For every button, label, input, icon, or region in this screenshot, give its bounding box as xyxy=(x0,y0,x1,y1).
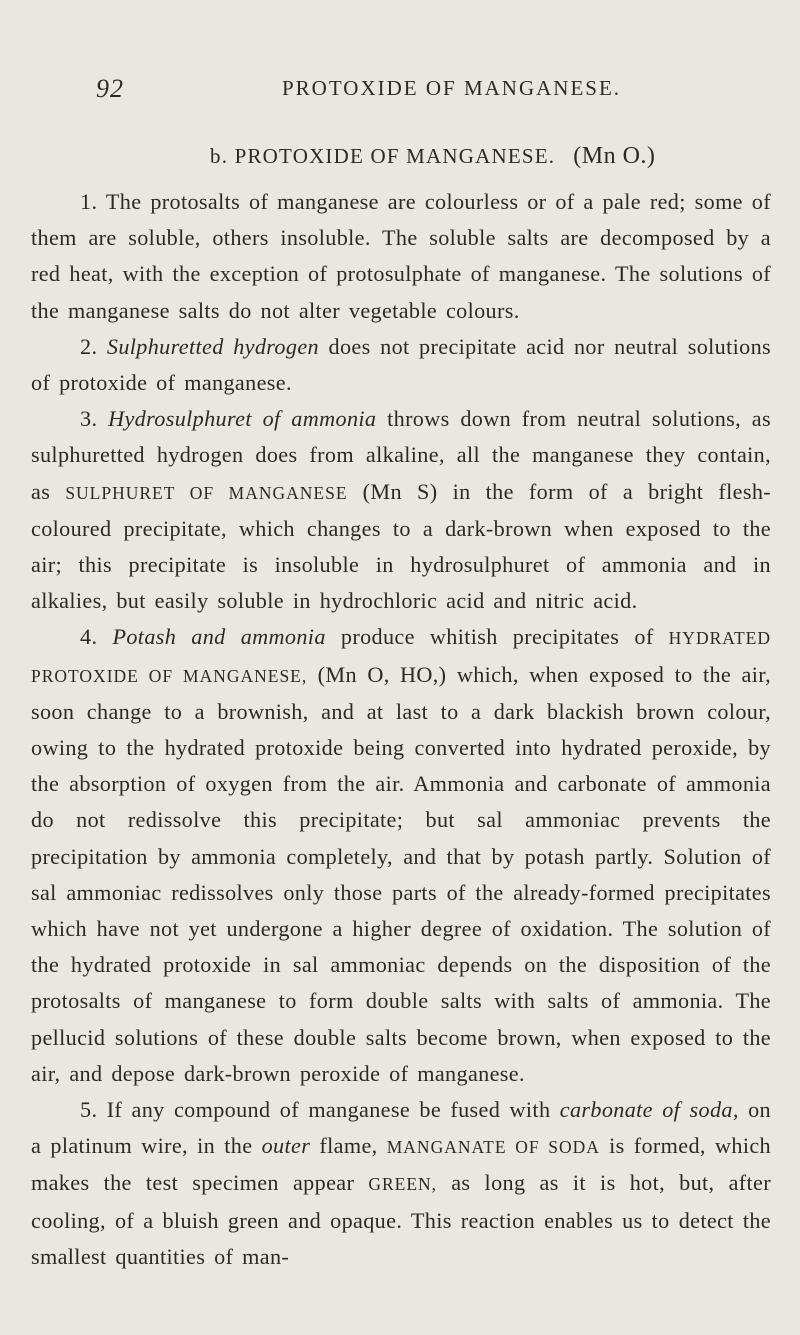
page-number: 92 xyxy=(96,74,124,103)
paragraph-5-green: GREEN, xyxy=(368,1174,438,1195)
paragraph-2 xyxy=(31,329,771,401)
section-heading xyxy=(210,143,655,170)
paragraph-4-product: HYDRATED PROTOXIDE OF MANGANESE, xyxy=(31,628,771,686)
paragraph-2-text: does not precipitate acid nor neutral solutions of protoxide of manganese. xyxy=(31,333,771,396)
paragraph-5-text-5: as long as it is hot, but, after cooling, of a bluish green and opaque. This reaction enables us to detect the smallest quantities of man- xyxy=(31,1170,771,1269)
body-text xyxy=(31,184,771,1275)
paragraph-5-product: MANGANATE OF SODA xyxy=(386,1137,600,1158)
paragraph-4-number: 4. xyxy=(80,624,98,650)
paragraph-5-outer: outer xyxy=(261,1133,311,1159)
paragraph-4-text-2: which, when exposed to the air, soon change to a brownish, and at last to a dark blackish brown colour, owing to the hydrated protoxide being converted into hydrated peroxide, by the absorption of oxygen from the air. Ammonia and carbonate of ammonia do not redissolve this precipitate; but sal ammoniac prevents the precipitation by ammonia completely, and that by potash partly. Solution of sal ammoniac redissolves only those parts of the already-formed precipitates which have not yet undergone a higher degree of oxidation. The solution of the hydrated protoxide in sal ammoniac depends on the disposition of the protosalts of manganese to form double salts with salts of ammonia. The pellucid solutions of these double salts become brown, when exposed to the air, and depose dark-brown peroxide of manganese. xyxy=(31,661,771,1086)
paragraph-5-text-1: 5. If any compound of manganese be fused with xyxy=(80,1097,551,1123)
paragraph-3-text-2: in the form of a bright flesh-coloured precipitate, which changes to a dark-brown when exposed to the air; this precipitate is insoluble in hydrosulphuret of ammonia and in alkalies, but easily soluble in hydrochloric acid and nitric acid. xyxy=(31,478,772,614)
paragraph-4 xyxy=(31,619,771,1092)
paragraph-3-product: SULPHURET OF MANGANESE xyxy=(65,482,348,503)
paragraph-4-reagent: Potash and ammonia xyxy=(112,624,326,650)
paragraph-1-text: 1. The protosalts of manganese are colourless or of a pale red; some of them are soluble, others insoluble. The soluble salts are decomposed by a red heat, with the exception of protosulphate of manganese. The solutions of the manganese salts do not alter vegetable colours. xyxy=(31,189,771,323)
paragraph-4-text-1: produce whitish precipitates of xyxy=(340,624,654,650)
paragraph-1 xyxy=(31,184,771,329)
paragraph-3-number: 3. xyxy=(80,406,98,432)
paragraph-5 xyxy=(31,1092,771,1275)
paragraph-3-reagent: Hydrosulphuret of ammonia xyxy=(108,406,377,432)
paragraph-5-text-3: flame, xyxy=(319,1133,378,1159)
paragraph-5-reagent: carbonate of soda, xyxy=(559,1097,739,1123)
paragraph-2-number: 2. xyxy=(80,333,98,359)
paragraph-3-formula: (Mn S) xyxy=(362,478,438,504)
paragraph-4-formula: (Mn O, HO,) xyxy=(317,661,447,687)
section-formula: (Mn O.) xyxy=(573,143,656,169)
paragraph-5-text-4: is formed, which makes the test specimen appear xyxy=(31,1133,771,1196)
paragraph-2-reagent: Sulphuretted hydrogen xyxy=(106,333,319,359)
running-title: PROTOXIDE OF MANGANESE. xyxy=(282,76,622,100)
paragraph-3-text-1: throws down from neutral solutions, as sulphuretted hydrogen does from alkaline, all the manganese they contain, as xyxy=(31,406,771,504)
paragraph-5-text-2: on a platinum wire, in the xyxy=(31,1097,771,1159)
running-head xyxy=(96,74,770,106)
section-heading-text: b. PROTOXIDE OF MANGANESE. xyxy=(210,144,556,168)
paragraph-3 xyxy=(31,401,771,619)
